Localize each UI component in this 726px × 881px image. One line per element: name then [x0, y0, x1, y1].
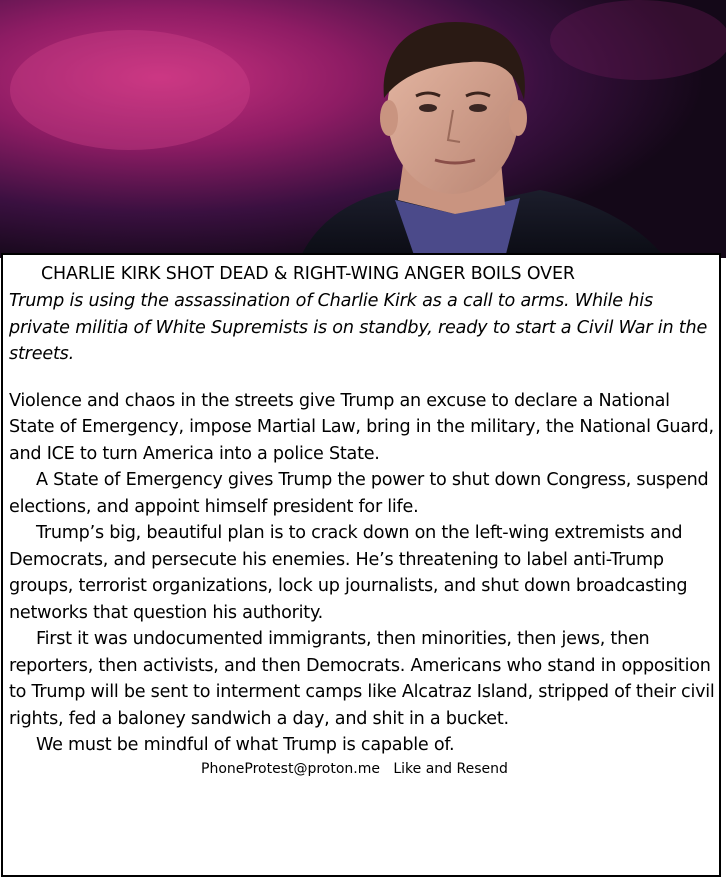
paragraph-5: We must be mindful of what Trump is capable of. [36, 735, 455, 755]
footer-email: PhoneProtest@proton.me [201, 760, 380, 777]
eye-left [419, 104, 437, 112]
footer-cta: Like and Resend [393, 760, 508, 777]
paragraph-2: A State of Emergency gives Trump the power to shut down Congress, suspend elections, and appoint himself president for life. [9, 470, 709, 517]
speaker-photo-illustration [0, 0, 726, 258]
footer [201, 759, 715, 779]
lede: Trump is using the assassination of Charlie Kirk as a call to arms. While his private militia of White Supremists is on standby, ready to start a Civil War in the streets. [9, 291, 708, 364]
paragraph-4: First it was undocumented immigrants, then minorities, then jews, then reporters, then activists, and then Democrats. Americans who stand in opposition to Trump will be sent to interment camps like Alcatraz Island, stripped of their civil rights, fed a baloney sandwich a day, and shit in a bucket. [9, 629, 715, 729]
paragraph-3: Trump’s big, beautiful plan is to crack down on the left-wing extremists and Democrats, and persecute his enemies. He’s threatening to label anti-Trump groups, terrorist organizations, lock up journalists, and shut down broadcasting networks that question his authority. [9, 523, 688, 623]
ear-right [509, 100, 527, 136]
article-box [1, 253, 721, 877]
paragraph-1: Violence and chaos in the streets give Trump an excuse to declare a National State of Emergency, impose Martial Law, bring in the military, the National Guard, and ICE to turn America into a police State. [9, 390, 714, 464]
stage-light [10, 30, 250, 150]
ear-left [380, 100, 398, 136]
stage-light-right [550, 0, 726, 80]
eye-right [469, 104, 487, 112]
headline: CHARLIE KIRK SHOT DEAD & RIGHT-WING ANGER BOILS OVER [41, 264, 575, 284]
header-photo [0, 0, 726, 258]
